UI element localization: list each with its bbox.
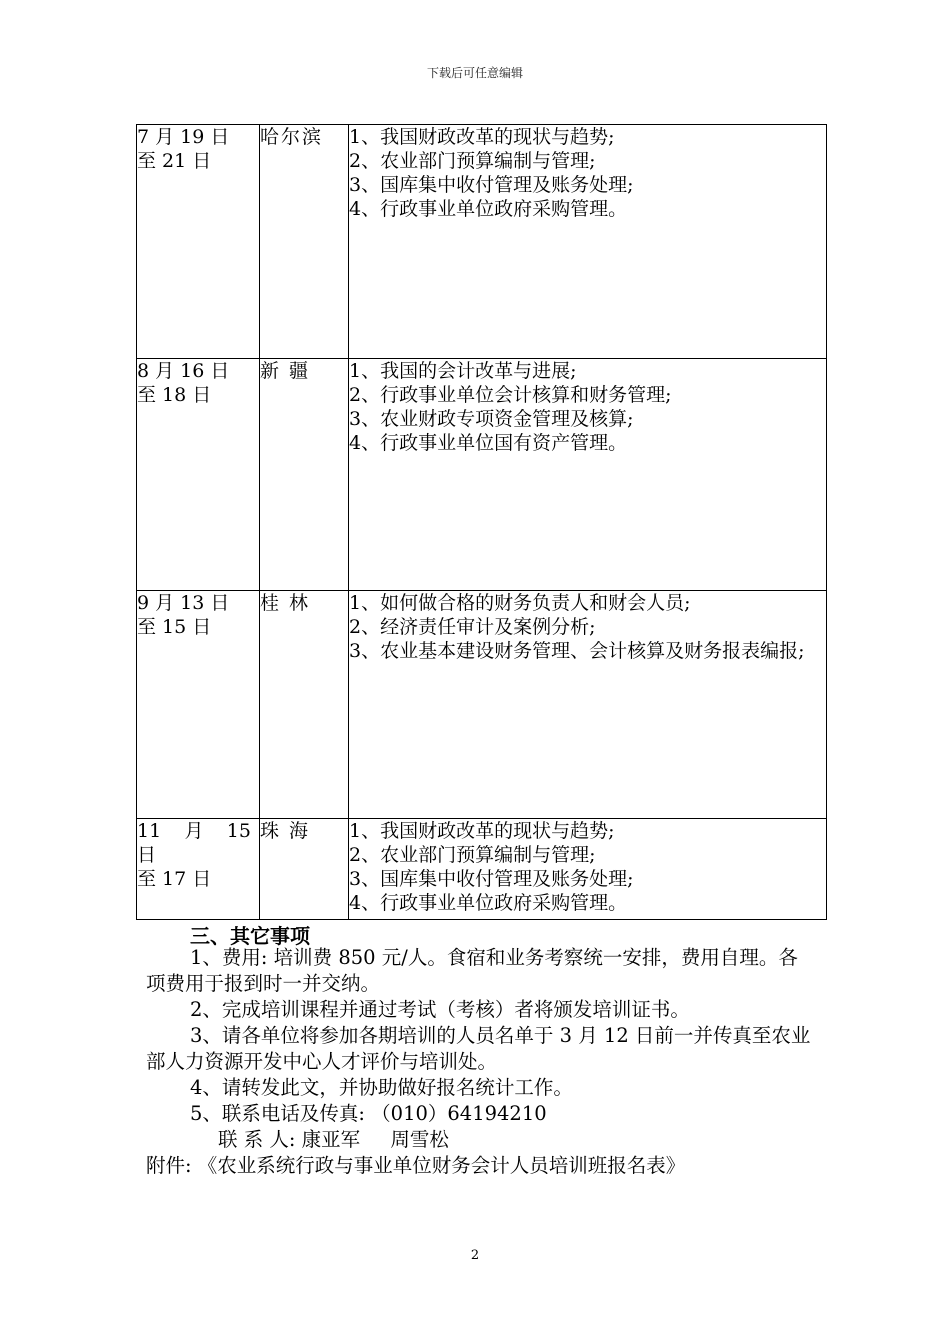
contact-label: 联 系 人: (218, 1128, 296, 1151)
topic-item: 3、国库集中收付管理及账务处理; (349, 174, 634, 196)
topics-cell (349, 591, 827, 819)
table-row (137, 591, 827, 819)
table-row (137, 359, 827, 591)
topic-item: 2、行政事业单位会计核算和财务管理; (349, 384, 672, 406)
city-cell: 珠 海 (260, 819, 349, 920)
date-cell (137, 591, 260, 819)
date-line: 8 月 16 日 (137, 360, 230, 382)
table-row (137, 819, 827, 920)
topic-item: 1、我国财政改革的现状与趋势; (349, 126, 615, 148)
topic-item: 4、行政事业单位国有资产管理。 (349, 432, 628, 454)
date-cell (137, 359, 260, 591)
date-line (137, 819, 259, 843)
date-part: 月 (184, 820, 204, 842)
topics-cell (349, 125, 827, 359)
item-certificate: 2、完成培训课程并通过考试（考核）者将颁发培训证书。 (190, 998, 690, 1021)
date-line: 日 (137, 844, 157, 866)
date-line: 至 21 日 (137, 150, 212, 172)
date-cell (137, 125, 260, 359)
date-line: 至 17 日 (137, 868, 212, 890)
city-cell: 桂 林 (260, 591, 349, 819)
topics-cell (349, 819, 827, 920)
contact-person: 周雪松 (390, 1128, 449, 1151)
topic-item: 3、农业财政专项资金管理及核算; (349, 408, 634, 430)
item-roster: 3、请各单位将参加各期培训的人员名单于 3 月 12 日前一并传真至农业部人力资源开发中心人才评价与培训处。 (146, 1024, 811, 1073)
date-cell (137, 819, 260, 920)
topic-item: 1、我国的会计改革与进展; (349, 360, 577, 382)
attachment-note: 附件: 《农业系统行政与事业单位财务会计人员培训班报名表》 (146, 1154, 686, 1177)
topic-item: 4、行政事业单位政府采购管理。 (349, 198, 628, 220)
city-cell: 哈尔滨 (260, 125, 349, 359)
contact-person: 康亚军 (301, 1128, 361, 1151)
section-title: 三、其它事项 (190, 924, 310, 948)
topic-item: 2、农业部门预算编制与管理; (349, 844, 596, 866)
page-number: 2 (470, 1248, 480, 1263)
topic-item: 3、国库集中收付管理及账务处理; (349, 868, 634, 890)
date-line: 至 15 日 (137, 616, 212, 638)
header-note: 下载后可任意编辑 (426, 66, 523, 80)
item-forward: 4、请转发此文，并协助做好报名统计工作。 (190, 1076, 573, 1099)
topic-item: 1、我国财政改革的现状与趋势; (349, 820, 615, 842)
date-part: 15 (226, 820, 251, 842)
topic-item: 4、行政事业单位政府采购管理。 (349, 892, 628, 914)
item-contact-phone: 5、联系电话及传真: （010）64194210 (190, 1102, 547, 1125)
date-line: 9 月 13 日 (137, 592, 230, 614)
topics-cell (349, 359, 827, 591)
date-line: 至 18 日 (137, 384, 212, 406)
contact-line (146, 1127, 816, 1153)
table-row (137, 125, 827, 359)
training-schedule-table (136, 124, 827, 920)
topic-item: 1、如何做合格的财务负责人和财会人员; (349, 592, 691, 614)
other-matters-body (146, 945, 816, 1179)
topic-item: 2、农业部门预算编制与管理; (349, 150, 596, 172)
date-part: 11 (137, 820, 162, 842)
topic-item: 2、经济责任审计及案例分析; (349, 616, 596, 638)
city-cell: 新 疆 (260, 359, 349, 591)
date-line: 7 月 19 日 (137, 126, 230, 148)
item-fees: 1、费用: 培训费 850 元/人。食宿和业务考察统一安排，费用自理。各项费用于报到时一并交纳。 (146, 946, 798, 995)
topic-item: 3、农业基本建设财务管理、会计核算及财务报表编报; (349, 640, 805, 662)
